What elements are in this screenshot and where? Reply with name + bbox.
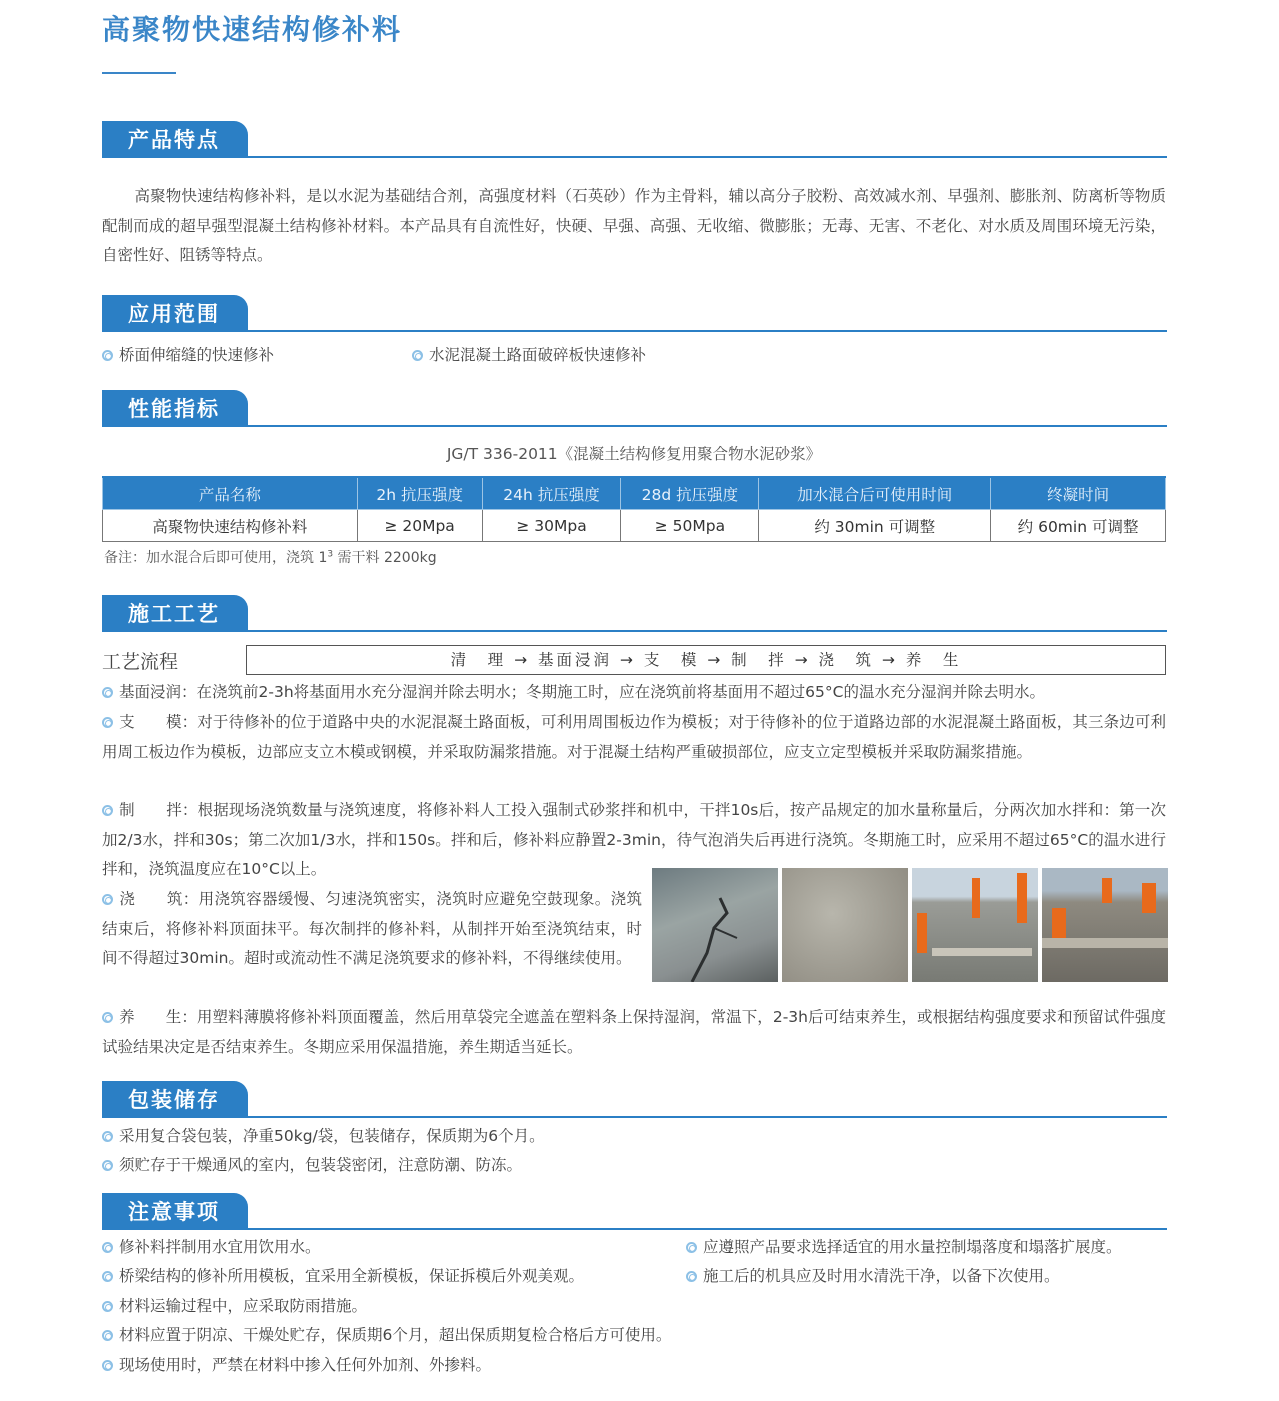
section-title: 性能指标 — [102, 390, 248, 426]
table-row — [103, 510, 1166, 542]
table-note: 备注：加水混合后即可使用，浇筑 $1^3$ 需干料 2200kg — [104, 549, 437, 566]
table-cell: 约 60min 可调整 — [991, 510, 1166, 542]
table-cell: ≥ 20Mpa — [357, 510, 482, 542]
performance-table — [102, 476, 1166, 542]
construction-photos — [652, 868, 1168, 982]
page-title: 高聚物快速结构修补料 — [102, 13, 403, 46]
list-item: 材料应置于阴凉、干燥处贮存，保质期6个月，超出保质期复检合格后方可使用。 — [102, 1321, 671, 1351]
photo-workers-repairing — [1042, 868, 1168, 982]
bullet-icon — [102, 717, 113, 728]
construction-step: 养 生：用塑料薄膜将修补料顶面覆盖，然后用草袋完全遮盖在塑料条上保持湿润，常温下，2-3h后可结束养生，或根据结构强度要求和预留试件强度试验结果决定是否结束养生。冬期应采用保温措施，养生期适当延长。 — [102, 1008, 1166, 1056]
column-header: 28d 抗压强度 — [621, 477, 759, 510]
list-item: 修补料拌制用水宜用饮用水。 — [102, 1233, 321, 1263]
divider — [102, 1228, 1167, 1230]
section-header-notes — [102, 1193, 1167, 1231]
list-item: 现场使用时，严禁在材料中掺入任何外加剂、外掺料。 — [102, 1351, 491, 1381]
process-flow-label: 工艺流程 — [102, 651, 179, 673]
column-header: 2h 抗压强度 — [357, 477, 482, 510]
section-header-application — [102, 295, 1167, 333]
section-header-features — [102, 121, 1167, 159]
section-title: 施工工艺 — [102, 595, 248, 631]
construction-step: 基面浸润：在浇筑前2-3h将基面用水充分湿润并除去明水；冬期施工时，应在浇筑前将基面用不超过65°C的温水充分湿润并除去明水。 — [102, 678, 1166, 708]
features-text: 高聚物快速结构修补料，是以水泥为基础结合剂，高强度材料（石英砂）作为主骨料，辅以高分子胶粉、高效减水剂、早强剂、膨胀剂、防离析等物质配制而成的超早强型混凝土结构修补材料。本产品具有自流性好，快硬、早强、高强、无收缩、微膨胀；无毒、无害、不老化、对水质及周围环境无污染，自密性好、阻锈等特点。 — [102, 187, 1166, 265]
section-header-performance — [102, 390, 1167, 428]
construction-step: 支 模：对于待修补的位于道路中央的水泥混凝土路面板，可利用周围板边作为模板；对于待修补的位于道路边部的水泥混凝土路面板，其三条边可利用周工板边作为模板，边部应支立木模或钢模，并采取防漏浆措施。对于混凝土结构严重破损部位，应支立定型模板并采取防漏浆措施。 — [102, 713, 1166, 761]
list-item: 桥梁结构的修补所用模板，宜采用全新模板，保证拆模后外观美观。 — [102, 1262, 584, 1292]
section-title: 应用范围 — [102, 295, 248, 331]
list-item: 施工后的机具应及时用水清洗干净，以备下次使用。 — [686, 1262, 1060, 1292]
bullet-icon — [102, 805, 113, 816]
list-item: 应遵照产品要求选择适宜的用水量控制塌落度和塌落扩展度。 — [686, 1233, 1122, 1263]
section-title: 注意事项 — [102, 1193, 248, 1229]
bullet-icon — [102, 1242, 113, 1253]
list-item: 桥面伸缩缝的快速修补 — [102, 341, 274, 371]
construction-step: 浇 筑：用浇筑容器缓慢、匀速浇筑密实，浇筑时应避免空鼓现象。浇筑结束后，将修补料顶面抹平。每次制拌的修补料，从制拌开始至浇筑结束，时间不得超过30min。超时或流动性不满足浇筑要求的修补料，不得继续使用。 — [102, 890, 642, 968]
table-cell: ≥ 30Mpa — [482, 510, 621, 542]
bullet-icon — [102, 1330, 113, 1341]
divider — [102, 1116, 1167, 1118]
title-underline — [102, 72, 176, 74]
list-item: 采用复合袋包装，净重50kg/袋，包装储存，保质期为6个月。 — [102, 1122, 545, 1152]
bullet-icon — [102, 1160, 113, 1171]
bullet-icon — [102, 1012, 113, 1023]
list-item: 须贮存于干燥通风的室内，包装袋密闭，注意防潮、防冻。 — [102, 1151, 522, 1181]
photo-repaired-surface — [782, 868, 908, 982]
divider — [102, 630, 1167, 632]
section-title: 产品特点 — [102, 121, 248, 157]
column-header: 24h 抗压强度 — [482, 477, 621, 510]
list-item: 材料运输过程中，应采取防雨措施。 — [102, 1292, 367, 1322]
table-cell: 约 30min 可调整 — [759, 510, 991, 542]
bullet-icon — [102, 687, 113, 698]
table-cell: ≥ 50Mpa — [621, 510, 759, 542]
bullet-icon — [102, 1360, 113, 1371]
bullet-icon — [412, 350, 423, 361]
bullet-icon — [686, 1271, 697, 1282]
bullet-icon — [102, 1131, 113, 1142]
photo-cracked-pavement — [652, 868, 778, 982]
bullet-icon — [102, 350, 113, 361]
section-header-packaging — [102, 1081, 1167, 1119]
list-item: 水泥混凝土路面破碎板快速修补 — [412, 341, 646, 371]
photo-workers-pouring — [912, 868, 1038, 982]
section-header-construction — [102, 595, 1167, 633]
bullet-icon — [686, 1242, 697, 1253]
column-header: 终凝时间 — [991, 477, 1166, 510]
bullet-icon — [102, 1271, 113, 1282]
table-cell: 高聚物快速结构修补料 — [103, 510, 358, 542]
divider — [102, 330, 1167, 332]
column-header: 产品名称 — [103, 477, 358, 510]
standard-reference: JG/T 336-2011《混凝土结构修复用聚合物水泥砂浆》 — [446, 445, 822, 463]
construction-step: 制 拌：根据现场浇筑数量与浇筑速度，将修补料人工投入强制式砂浆拌和机中，干拌10s后，按产品规定的加水量称量后，分两次加水拌和：第一次加2/3水，拌和30s；第二次加1/3水，拌和150s。拌和后，修补料应静置2-3min，待气泡消失后再进行浇筑。冬期施工时，应采用不超过65°C的温水进行拌和，浇筑温度应在10°C以上。 — [102, 801, 1166, 879]
section-title: 包装储存 — [102, 1081, 248, 1117]
table-header-row — [103, 477, 1166, 510]
bullet-icon — [102, 894, 113, 905]
process-flow: 清 理 → 基面浸润 → 支 模 → 制 拌 → 浇 筑 → 养 生 — [246, 645, 1166, 675]
divider — [102, 156, 1167, 158]
column-header: 加水混合后可使用时间 — [759, 477, 991, 510]
divider — [102, 425, 1167, 427]
bullet-icon — [102, 1301, 113, 1312]
